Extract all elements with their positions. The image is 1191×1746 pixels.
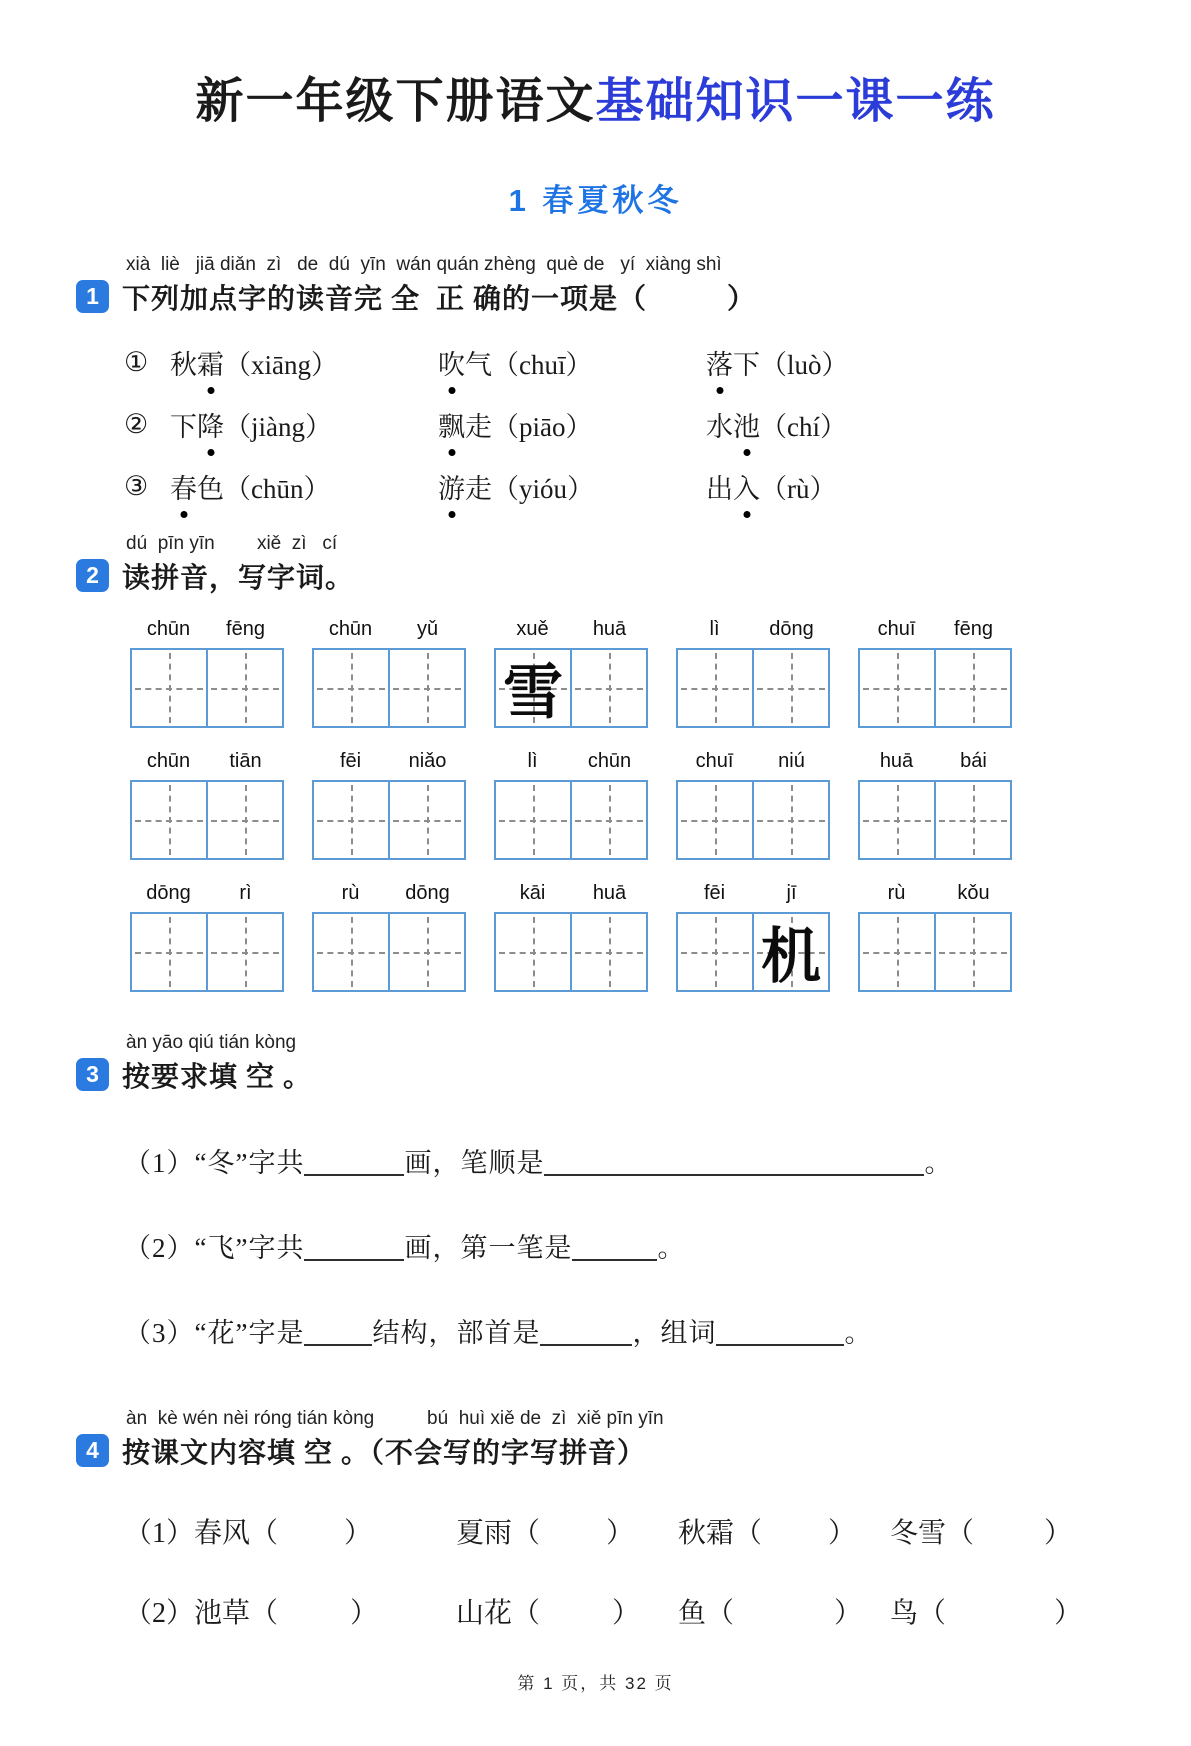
word-pinyin: （luò） <box>760 349 849 380</box>
prefilled-character: 机 <box>761 924 821 990</box>
question-3-badge: 3 <box>76 1058 109 1091</box>
word-char: 入 <box>733 467 760 506</box>
question-1-pinyin: xià liè jiā diǎn zì de dú yīn wán quán zhèng què de yí xiàng shì <box>126 254 722 275</box>
open-paren: （ <box>706 1598 735 1629</box>
fill-in-line <box>124 1226 1191 1265</box>
word: 秋霜 <box>678 1518 735 1549</box>
q1-option-row <box>124 393 1191 455</box>
close-paren: ） <box>834 1598 863 1629</box>
grid-cell[interactable] <box>314 914 388 990</box>
pinyin-syllable: huā <box>592 618 627 640</box>
word-char: 池 <box>733 405 760 444</box>
writing-grid <box>676 648 830 728</box>
grid-cell[interactable] <box>206 650 282 726</box>
grid-cell[interactable] <box>570 914 646 990</box>
word-char: 霜 <box>197 343 224 382</box>
question-1-badge: 1 <box>76 280 109 313</box>
pinyin-syllable: dōng <box>769 618 814 640</box>
grid-pinyin-label <box>130 618 284 641</box>
word-char: 游 <box>438 467 465 506</box>
grid-pinyin-label <box>494 750 648 773</box>
q4-row <box>124 1511 1191 1551</box>
pinyin-syllable: chuī <box>695 750 734 772</box>
grid-cell[interactable] <box>496 782 570 858</box>
static-text: ，组词 <box>632 1318 717 1348</box>
q4-word-item <box>890 1591 1082 1631</box>
question-4-text: 按课文内容填 空 。（不会写的字写拼音） <box>122 1438 647 1469</box>
word: 山花 <box>456 1598 513 1629</box>
grid-group <box>494 750 648 860</box>
word-pinyin: （jiàng） <box>224 411 332 442</box>
option-number: ③ <box>124 470 149 501</box>
question-2-text: 读拼音，写字词。 <box>122 563 355 594</box>
pinyin-syllable: tiān <box>229 750 262 772</box>
grid-group <box>130 618 284 728</box>
word-pinyin: （yióu） <box>492 473 595 504</box>
writing-grid <box>130 912 284 992</box>
word <box>170 474 224 504</box>
grid-group <box>676 882 830 992</box>
question-2-header <box>76 533 1191 596</box>
grid-pinyin-label <box>312 750 466 773</box>
q4-word-item <box>194 1511 456 1551</box>
grid-cell[interactable] <box>496 650 570 726</box>
option-word-item <box>706 405 1191 444</box>
word <box>706 350 760 380</box>
question-3-header <box>76 1032 1191 1095</box>
writing-grid <box>312 648 466 728</box>
word <box>706 474 760 504</box>
q1-option-row <box>124 455 1191 517</box>
question-1-text: 下列加点字的读音完 全 正 确的一项是（ ） <box>122 284 757 315</box>
open-paren: （ <box>250 1598 279 1629</box>
pinyin-syllable: fēng <box>226 618 265 640</box>
q4-row <box>124 1591 1191 1631</box>
page-title-blue: 基础知识一课一练 <box>595 75 996 128</box>
pinyin-syllable: niǎo <box>408 750 447 772</box>
word-pinyin: （xiāng） <box>224 349 338 380</box>
question-4-rows <box>0 1511 1191 1631</box>
grid-cell[interactable] <box>752 782 828 858</box>
static-text: 结构，部首是 <box>372 1318 541 1348</box>
writing-grid <box>130 648 284 728</box>
prefilled-character: 雪 <box>503 660 563 726</box>
grid-pinyin-label <box>130 750 284 773</box>
word-char: 下 <box>170 411 197 442</box>
grid-group <box>494 618 648 728</box>
fill-blank[interactable] <box>304 1146 404 1176</box>
grid-group <box>312 618 466 728</box>
pinyin-syllable: lì <box>709 618 720 640</box>
pinyin-syllable: huā <box>592 882 627 904</box>
pinyin-syllable: dōng <box>405 882 450 904</box>
pinyin-syllable: rì <box>239 882 252 904</box>
option-word-item <box>170 467 438 506</box>
pinyin-syllable: kāi <box>519 882 546 904</box>
grid-group <box>494 882 648 992</box>
option-word-item <box>438 467 706 506</box>
grid-cell[interactable] <box>132 650 206 726</box>
grid-cell[interactable] <box>678 914 752 990</box>
pinyin-syllable: kǒu <box>957 882 990 904</box>
option-word-item <box>438 405 706 444</box>
open-paren: （ <box>512 1518 541 1549</box>
word-pinyin: （chí） <box>760 411 847 442</box>
question-2-grids <box>0 618 1191 992</box>
static-text: 。 <box>844 1318 873 1348</box>
open-paren: （ <box>512 1598 541 1629</box>
word-char: 水 <box>706 411 733 442</box>
grid-cell[interactable] <box>752 914 828 990</box>
item-number: （1） <box>124 1518 195 1549</box>
word: 冬雪 <box>890 1518 947 1549</box>
word-char: 春 <box>170 467 197 506</box>
option-word-item <box>170 405 438 444</box>
grid-cell[interactable] <box>206 914 282 990</box>
word-char: 气 <box>465 349 492 380</box>
word-char: 色 <box>197 473 224 504</box>
pinyin-syllable: rù <box>341 882 360 904</box>
page-title-black: 新一年级下册语文 <box>195 75 596 128</box>
writing-grid <box>858 912 1012 992</box>
grid-group <box>858 882 1012 992</box>
open-paren: （ <box>250 1518 279 1549</box>
question-3-text: 按要求填 空 。 <box>122 1062 313 1093</box>
grid-pinyin-label <box>312 882 466 905</box>
q4-word-item <box>678 1591 890 1631</box>
close-paren: ） <box>1044 1518 1073 1549</box>
fill-blank[interactable] <box>304 1316 372 1346</box>
word <box>438 412 492 442</box>
pinyin-syllable: fēi <box>703 882 726 904</box>
grid-group <box>312 750 466 860</box>
writing-grid <box>494 780 648 860</box>
word-char: 走 <box>465 473 492 504</box>
question-3-items <box>0 1141 1191 1350</box>
option-word-item <box>706 343 1191 382</box>
fill-blank[interactable] <box>716 1316 844 1346</box>
static-text: （2）“飞”字共 <box>124 1233 305 1263</box>
grid-cell[interactable] <box>132 782 206 858</box>
lesson-title: 1 春夏秋冬 <box>508 183 683 218</box>
grid-cell[interactable] <box>752 650 828 726</box>
grid-pinyin-label <box>676 750 830 773</box>
close-paren: ） <box>350 1598 379 1629</box>
word-char: 吹 <box>438 343 465 382</box>
item-number: （2） <box>124 1598 195 1629</box>
word <box>170 350 224 380</box>
writing-grid <box>130 780 284 860</box>
word-char: 落 <box>706 343 733 382</box>
word-pinyin: （piāo） <box>492 411 593 442</box>
close-paren: ） <box>344 1518 373 1549</box>
pinyin-syllable: niú <box>778 750 805 772</box>
question-3-pinyin: àn yāo qiú tián kòng <box>126 1032 297 1053</box>
close-paren: ） <box>606 1518 635 1549</box>
pinyin-syllable: dōng <box>146 882 191 904</box>
pinyin-syllable: chūn <box>328 618 373 640</box>
option-word-item <box>706 467 1191 506</box>
fill-in-line <box>124 1311 1191 1350</box>
pinyin-syllable: chuī <box>877 618 916 640</box>
question-4-badge: 4 <box>76 1434 109 1467</box>
word <box>706 412 760 442</box>
fill-in-line <box>124 1141 1191 1180</box>
grid-cell[interactable] <box>388 914 464 990</box>
pinyin-syllable: bái <box>960 750 987 772</box>
grid-row <box>130 750 1191 860</box>
question-2-badge: 2 <box>76 559 109 592</box>
word-char: 下 <box>733 349 760 380</box>
word <box>438 474 492 504</box>
writing-grid <box>312 780 466 860</box>
word-char: 出 <box>706 473 733 504</box>
grid-group <box>676 750 830 860</box>
word-pinyin: （rù） <box>760 473 837 504</box>
pinyin-syllable: chūn <box>587 750 632 772</box>
open-paren: （ <box>946 1518 975 1549</box>
pinyin-syllable: huā <box>879 750 914 772</box>
word: 鸟 <box>890 1598 919 1629</box>
static-text: （1）“冬”字共 <box>124 1148 305 1178</box>
fill-blank[interactable] <box>544 1146 924 1176</box>
pinyin-syllable: yǔ <box>416 618 439 640</box>
grid-cell[interactable] <box>388 650 464 726</box>
grid-cell[interactable] <box>678 782 752 858</box>
grid-pinyin-label <box>130 882 284 905</box>
word: 池草 <box>194 1598 251 1629</box>
fill-blank[interactable] <box>572 1231 657 1261</box>
static-text: （3）“花”字是 <box>124 1318 305 1348</box>
grid-cell[interactable] <box>860 650 934 726</box>
writing-grid <box>858 780 1012 860</box>
grid-group <box>312 882 466 992</box>
q4-word-item <box>678 1511 890 1551</box>
word <box>438 350 492 380</box>
q1-option-row <box>124 331 1191 393</box>
page-footer: 第 1 页，共 32 页 <box>517 1674 674 1693</box>
q4-word-item <box>456 1591 678 1631</box>
pinyin-syllable: rù <box>887 882 906 904</box>
page-title <box>0 62 1191 131</box>
word-char: 飘 <box>438 405 465 444</box>
grid-row <box>130 618 1191 728</box>
grid-cell[interactable] <box>132 914 206 990</box>
word-pinyin: （chuī） <box>492 349 593 380</box>
grid-cell[interactable] <box>860 782 934 858</box>
grid-cell[interactable] <box>934 782 1010 858</box>
grid-cell[interactable] <box>934 914 1010 990</box>
grid-pinyin-label <box>676 882 830 905</box>
grid-group <box>858 618 1012 728</box>
word: 夏雨 <box>456 1518 513 1549</box>
writing-grid <box>494 912 648 992</box>
pinyin-syllable: xuě <box>516 618 549 640</box>
static-text: 。 <box>924 1148 953 1178</box>
option-word-item <box>170 343 438 382</box>
close-paren: ） <box>612 1598 641 1629</box>
option-number: ② <box>124 408 149 439</box>
close-paren: ） <box>1054 1598 1083 1629</box>
writing-grid <box>312 912 466 992</box>
grid-cell[interactable] <box>860 914 934 990</box>
q4-word-item <box>456 1511 678 1551</box>
static-text: 画，笔顺是 <box>404 1148 545 1178</box>
word <box>170 412 224 442</box>
word: 鱼 <box>678 1598 707 1629</box>
grid-pinyin-label <box>858 618 1012 641</box>
writing-grid <box>676 780 830 860</box>
question-1-options <box>0 331 1191 517</box>
pinyin-syllable: chūn <box>146 618 191 640</box>
pinyin-syllable: chūn <box>146 750 191 772</box>
grid-group <box>858 750 1012 860</box>
grid-pinyin-label <box>494 882 648 905</box>
grid-pinyin-label <box>494 618 648 641</box>
question-4-header <box>76 1408 1191 1471</box>
grid-group <box>676 618 830 728</box>
grid-cell[interactable] <box>496 914 570 990</box>
word-char: 降 <box>197 405 224 444</box>
word-char: 秋 <box>170 349 197 380</box>
grid-group <box>130 750 284 860</box>
fill-blank[interactable] <box>304 1231 404 1261</box>
grid-cell[interactable] <box>314 650 388 726</box>
pinyin-syllable: jī <box>786 882 797 904</box>
grid-group <box>130 882 284 992</box>
writing-grid <box>858 648 1012 728</box>
option-word-item <box>438 343 706 382</box>
writing-grid <box>676 912 830 992</box>
grid-cell[interactable] <box>206 782 282 858</box>
q4-word-item <box>890 1511 1072 1551</box>
question-1-header <box>76 254 1191 317</box>
open-paren: （ <box>918 1598 947 1629</box>
grid-cell[interactable] <box>388 782 464 858</box>
grid-row <box>130 882 1191 992</box>
static-text: 画，第一笔是 <box>404 1233 573 1263</box>
question-2-pinyin: dú pīn yīn xiě zì cí <box>126 533 338 554</box>
grid-pinyin-label <box>312 618 466 641</box>
static-text: 。 <box>657 1233 686 1263</box>
grid-pinyin-label <box>858 750 1012 773</box>
pinyin-syllable: fēi <box>339 750 362 772</box>
writing-grid <box>494 648 648 728</box>
word-char: 走 <box>465 411 492 442</box>
question-4-pinyin: àn kè wén nèi róng tián kòng bú huì xiě de zì xiě pīn yīn <box>126 1408 664 1429</box>
grid-cell[interactable] <box>934 650 1010 726</box>
grid-pinyin-label <box>676 618 830 641</box>
pinyin-syllable: lì <box>527 750 538 772</box>
grid-cell[interactable] <box>570 782 646 858</box>
close-paren: ） <box>828 1518 857 1549</box>
fill-blank[interactable] <box>540 1316 632 1346</box>
q4-word-item <box>194 1591 456 1631</box>
option-number: ① <box>124 346 149 377</box>
grid-cell[interactable] <box>678 650 752 726</box>
pinyin-syllable: fēng <box>954 618 993 640</box>
grid-cell[interactable] <box>570 650 646 726</box>
grid-pinyin-label <box>858 882 1012 905</box>
word: 春风 <box>194 1518 251 1549</box>
grid-cell[interactable] <box>314 782 388 858</box>
open-paren: （ <box>734 1518 763 1549</box>
word-pinyin: （chūn） <box>224 473 331 504</box>
